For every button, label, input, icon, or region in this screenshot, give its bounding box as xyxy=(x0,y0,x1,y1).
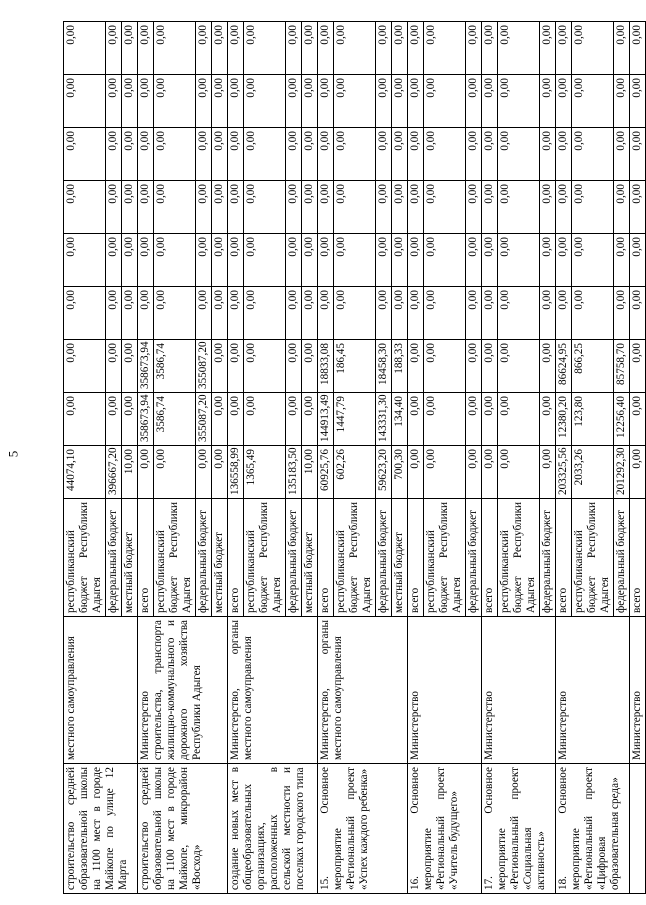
amount-cell: 0,00 xyxy=(540,75,556,128)
table-row xyxy=(482,22,498,894)
amount-cell: 0,00 xyxy=(614,234,630,287)
amount-cell: 0,00 xyxy=(228,181,244,234)
amount-cell: 0,00 xyxy=(212,181,228,234)
amount-cell: 0,00 xyxy=(334,234,376,287)
executor-cell: Министерство xyxy=(482,617,556,764)
amount-cell: 0,00 xyxy=(286,234,302,287)
amount-cell: 0,00 xyxy=(376,22,392,75)
amount-cell: 0,00 xyxy=(482,340,498,393)
amount-cell: 0,00 xyxy=(540,446,556,499)
funding-source-cell: федеральный бюджет xyxy=(376,499,392,617)
amount-cell: 0,00 xyxy=(334,181,376,234)
amount-cell: 123,80 xyxy=(572,393,614,446)
funding-source-cell: всего xyxy=(408,499,424,617)
table-row xyxy=(64,22,106,894)
amount-cell: 44074,10 xyxy=(64,446,106,499)
amount-cell: 0,00 xyxy=(122,22,138,75)
amount-cell: 0,00 xyxy=(466,393,482,446)
amount-cell: 0,00 xyxy=(244,75,286,128)
amount-cell: 0,00 xyxy=(556,234,572,287)
amount-cell: 0,00 xyxy=(244,234,286,287)
amount-cell: 0,00 xyxy=(556,287,572,340)
amount-cell: 0,00 xyxy=(122,75,138,128)
amount-cell: 0,00 xyxy=(376,234,392,287)
amount-cell: 3586,74 xyxy=(154,393,196,446)
amount-cell: 0,00 xyxy=(286,181,302,234)
amount-cell: 0,00 xyxy=(122,287,138,340)
amount-cell: 0,00 xyxy=(392,75,408,128)
amount-cell: 0,00 xyxy=(498,446,540,499)
amount-cell: 0,00 xyxy=(408,181,424,234)
amount-cell: 0,00 xyxy=(482,128,498,181)
amount-cell: 0,00 xyxy=(376,128,392,181)
measure-cell: строительство средней образовательной школы на 1100 мест в городе Майкопе по улице 12 Марта xyxy=(64,764,138,894)
amount-cell: 0,00 xyxy=(106,128,122,181)
amount-cell: 0,00 xyxy=(228,340,244,393)
amount-cell: 0,00 xyxy=(424,128,466,181)
amount-cell: 0,00 xyxy=(498,181,540,234)
amount-cell: 60925,76 xyxy=(318,446,334,499)
amount-cell: 0,00 xyxy=(228,128,244,181)
amount-cell: 0,00 xyxy=(630,393,646,446)
amount-cell: 0,00 xyxy=(318,287,334,340)
amount-cell: 0,00 xyxy=(244,287,286,340)
amount-cell: 0,00 xyxy=(392,181,408,234)
amount-cell: 0,00 xyxy=(614,287,630,340)
amount-cell: 0,00 xyxy=(614,75,630,128)
amount-cell: 0,00 xyxy=(614,128,630,181)
amount-cell: 0,00 xyxy=(572,128,614,181)
amount-cell: 0,00 xyxy=(286,128,302,181)
amount-cell: 85758,70 xyxy=(614,340,630,393)
amount-cell: 0,00 xyxy=(540,128,556,181)
amount-cell: 866,25 xyxy=(572,340,614,393)
amount-cell: 0,00 xyxy=(228,393,244,446)
amount-cell: 0,00 xyxy=(498,75,540,128)
amount-cell: 0,00 xyxy=(154,446,196,499)
funding-source-cell: федеральный бюджет xyxy=(540,499,556,617)
amount-cell: 0,00 xyxy=(196,234,212,287)
amount-cell: 0,00 xyxy=(302,234,318,287)
amount-cell: 0,00 xyxy=(540,287,556,340)
amount-cell: 0,00 xyxy=(630,75,646,128)
amount-cell: 0,00 xyxy=(498,393,540,446)
funding-source-cell: федеральный бюджет xyxy=(614,499,630,617)
amount-cell: 0,00 xyxy=(154,75,196,128)
amount-cell: 355087,20 xyxy=(196,340,212,393)
amount-cell: 0,00 xyxy=(424,234,466,287)
amount-cell: 0,00 xyxy=(106,340,122,393)
measure-cell: создание новых мест в общеобразовательных организациях, расположенных в сельской местности и поселках городского типа xyxy=(228,764,318,894)
amount-cell: 0,00 xyxy=(106,287,122,340)
amount-cell: 10,00 xyxy=(122,446,138,499)
amount-cell: 0,00 xyxy=(424,446,466,499)
funding-source-cell: республиканский бюджет Республики Адыгея xyxy=(334,499,376,617)
amount-cell: 59623,20 xyxy=(376,446,392,499)
amount-cell: 0,00 xyxy=(302,181,318,234)
amount-cell: 135183,50 xyxy=(286,446,302,499)
amount-cell: 0,00 xyxy=(154,287,196,340)
amount-cell: 203325,56 xyxy=(556,446,572,499)
funding-source-cell: республиканский бюджет Республики Адыгея xyxy=(64,499,106,617)
amount-cell: 0,00 xyxy=(196,22,212,75)
table-row xyxy=(318,22,334,894)
amount-cell: 0,00 xyxy=(138,22,154,75)
amount-cell: 0,00 xyxy=(286,393,302,446)
executor-cell: Министерство, органы местного самоуправления xyxy=(318,617,408,764)
funding-source-cell: всего xyxy=(318,499,334,617)
amount-cell: 0,00 xyxy=(286,340,302,393)
amount-cell: 0,00 xyxy=(392,234,408,287)
amount-cell: 0,00 xyxy=(196,75,212,128)
amount-cell: 0,00 xyxy=(302,22,318,75)
amount-cell: 0,00 xyxy=(556,75,572,128)
amount-cell: 0,00 xyxy=(630,234,646,287)
amount-cell: 0,00 xyxy=(376,75,392,128)
amount-cell: 0,00 xyxy=(392,128,408,181)
amount-cell: 0,00 xyxy=(408,393,424,446)
amount-cell: 0,00 xyxy=(122,181,138,234)
amount-cell: 0,00 xyxy=(408,22,424,75)
amount-cell: 186,45 xyxy=(334,340,376,393)
funding-source-cell: всего xyxy=(138,499,154,617)
amount-cell: 0,00 xyxy=(334,128,376,181)
amount-cell: 0,00 xyxy=(614,22,630,75)
funding-source-cell: федеральный бюджет xyxy=(196,499,212,617)
table-row xyxy=(138,22,154,894)
amount-cell: 0,00 xyxy=(122,234,138,287)
measure-cell xyxy=(630,764,646,894)
amount-cell: 1447,79 xyxy=(334,393,376,446)
amount-cell: 0,00 xyxy=(424,287,466,340)
amount-cell: 0,00 xyxy=(196,287,212,340)
amount-cell: 0,00 xyxy=(482,446,498,499)
amount-cell: 0,00 xyxy=(302,128,318,181)
amount-cell: 0,00 xyxy=(318,75,334,128)
amount-cell: 0,00 xyxy=(64,22,106,75)
amount-cell: 355087,20 xyxy=(196,393,212,446)
amount-cell: 0,00 xyxy=(334,22,376,75)
amount-cell: 3586,74 xyxy=(154,340,196,393)
amount-cell: 0,00 xyxy=(244,340,286,393)
funding-source-cell: местный бюджет xyxy=(212,499,228,617)
amount-cell: 0,00 xyxy=(424,393,466,446)
funding-source-cell: республиканский бюджет Республики Адыгея xyxy=(154,499,196,617)
amount-cell: 0,00 xyxy=(392,22,408,75)
amount-cell: 0,00 xyxy=(286,75,302,128)
amount-cell: 0,00 xyxy=(154,128,196,181)
table-row xyxy=(408,22,424,894)
amount-cell: 0,00 xyxy=(540,340,556,393)
table-row xyxy=(228,22,244,894)
amount-cell: 0,00 xyxy=(318,181,334,234)
rotated-table-wrapper xyxy=(63,24,643,894)
amount-cell: 396667,20 xyxy=(106,446,122,499)
measure-cell: 16. Основное мероприятие «Региональный проект «Учитель будущего» xyxy=(408,764,482,894)
executor-cell: местного самоуправления xyxy=(64,617,138,764)
amount-cell: 0,00 xyxy=(106,22,122,75)
amount-cell: 0,00 xyxy=(228,234,244,287)
executor-cell: Министерство xyxy=(556,617,630,764)
funding-source-cell: всего xyxy=(556,499,572,617)
amount-cell: 0,00 xyxy=(466,446,482,499)
amount-cell: 602,26 xyxy=(334,446,376,499)
funding-source-cell: республиканский бюджет Республики Адыгея xyxy=(424,499,466,617)
executor-cell: Министерство xyxy=(630,617,646,764)
amount-cell: 0,00 xyxy=(498,340,540,393)
amount-cell: 0,00 xyxy=(302,393,318,446)
amount-cell: 0,00 xyxy=(138,234,154,287)
amount-cell: 0,00 xyxy=(540,234,556,287)
amount-cell: 0,00 xyxy=(138,128,154,181)
amount-cell: 0,00 xyxy=(630,287,646,340)
funding-source-cell: местный бюджет xyxy=(392,499,408,617)
amount-cell: 0,00 xyxy=(498,287,540,340)
amount-cell: 134,40 xyxy=(392,393,408,446)
funding-source-cell: федеральный бюджет xyxy=(286,499,302,617)
amount-cell: 0,00 xyxy=(466,287,482,340)
amount-cell: 0,00 xyxy=(302,340,318,393)
executor-cell: Министерство строительства, транспорта жилищно-коммунального и дорожного хозяйства Республики Адыгея xyxy=(138,617,228,764)
amount-cell: 0,00 xyxy=(630,181,646,234)
amount-cell: 0,00 xyxy=(376,287,392,340)
amount-cell: 0,00 xyxy=(572,234,614,287)
amount-cell: 0,00 xyxy=(64,287,106,340)
amount-cell: 0,00 xyxy=(540,181,556,234)
amount-cell: 0,00 xyxy=(630,128,646,181)
amount-cell: 0,00 xyxy=(498,22,540,75)
amount-cell: 0,00 xyxy=(64,340,106,393)
amount-cell: 0,00 xyxy=(556,181,572,234)
budget-table xyxy=(63,21,646,894)
table-body xyxy=(64,22,646,894)
amount-cell: 0,00 xyxy=(466,234,482,287)
amount-cell: 0,00 xyxy=(244,181,286,234)
amount-cell: 0,00 xyxy=(138,446,154,499)
amount-cell: 86624,95 xyxy=(556,340,572,393)
amount-cell: 0,00 xyxy=(212,446,228,499)
page-number: 5 xyxy=(5,450,21,458)
amount-cell: 0,00 xyxy=(286,22,302,75)
amount-cell: 10,00 xyxy=(302,446,318,499)
amount-cell: 0,00 xyxy=(572,181,614,234)
amount-cell: 0,00 xyxy=(228,22,244,75)
amount-cell: 12256,40 xyxy=(614,393,630,446)
funding-source-cell: местный бюджет xyxy=(302,499,318,617)
amount-cell: 0,00 xyxy=(424,340,466,393)
executor-cell: Министерство, органы местного самоуправления xyxy=(228,617,318,764)
amount-cell: 0,00 xyxy=(196,446,212,499)
amount-cell: 0,00 xyxy=(482,181,498,234)
amount-cell: 0,00 xyxy=(466,340,482,393)
table-row xyxy=(630,22,646,894)
amount-cell: 0,00 xyxy=(482,22,498,75)
funding-source-cell: всего xyxy=(630,499,646,617)
amount-cell: 0,00 xyxy=(630,22,646,75)
funding-source-cell: местный бюджет xyxy=(122,499,138,617)
amount-cell: 0,00 xyxy=(106,181,122,234)
amount-cell: 0,00 xyxy=(64,393,106,446)
amount-cell: 0,00 xyxy=(408,75,424,128)
amount-cell: 0,00 xyxy=(572,22,614,75)
amount-cell: 0,00 xyxy=(212,22,228,75)
amount-cell: 0,00 xyxy=(334,287,376,340)
funding-source-cell: федеральный бюджет xyxy=(466,499,482,617)
amount-cell: 0,00 xyxy=(154,22,196,75)
amount-cell: 0,00 xyxy=(244,128,286,181)
amount-cell: 0,00 xyxy=(318,22,334,75)
amount-cell: 0,00 xyxy=(376,181,392,234)
amount-cell: 0,00 xyxy=(408,128,424,181)
amount-cell: 0,00 xyxy=(286,287,302,340)
amount-cell: 143331,30 xyxy=(376,393,392,446)
amount-cell: 0,00 xyxy=(466,181,482,234)
measure-cell: 17. Основное мероприятие «Региональный проект «Социальная активность» xyxy=(482,764,556,894)
amount-cell: 136558,99 xyxy=(228,446,244,499)
amount-cell: 0,00 xyxy=(106,393,122,446)
funding-source-cell: республиканский бюджет Республики Адыгея xyxy=(244,499,286,617)
measure-cell: 18. Основное мероприятие «Региональный проект «Цифровая образовательная среда» xyxy=(556,764,630,894)
amount-cell: 0,00 xyxy=(212,287,228,340)
funding-source-cell: всего xyxy=(482,499,498,617)
amount-cell: 0,00 xyxy=(466,128,482,181)
amount-cell: 0,00 xyxy=(556,22,572,75)
table-row xyxy=(556,22,572,894)
amount-cell: 0,00 xyxy=(64,75,106,128)
amount-cell: 0,00 xyxy=(482,287,498,340)
amount-cell: 144913,49 xyxy=(318,393,334,446)
amount-cell: 0,00 xyxy=(212,234,228,287)
amount-cell: 0,00 xyxy=(212,75,228,128)
amount-cell: 0,00 xyxy=(64,181,106,234)
amount-cell: 0,00 xyxy=(138,181,154,234)
amount-cell: 0,00 xyxy=(424,181,466,234)
amount-cell: 0,00 xyxy=(424,22,466,75)
amount-cell: 0,00 xyxy=(228,287,244,340)
amount-cell: 18833,08 xyxy=(318,340,334,393)
funding-source-cell: всего xyxy=(228,499,244,617)
amount-cell: 0,00 xyxy=(196,181,212,234)
amount-cell: 0,00 xyxy=(318,234,334,287)
amount-cell: 0,00 xyxy=(64,234,106,287)
funding-source-cell: республиканский бюджет Республики Адыгея xyxy=(498,499,540,617)
amount-cell: 0,00 xyxy=(138,287,154,340)
amount-cell: 0,00 xyxy=(424,75,466,128)
amount-cell: 0,00 xyxy=(122,128,138,181)
amount-cell: 0,00 xyxy=(572,75,614,128)
amount-cell: 0,00 xyxy=(154,234,196,287)
amount-cell: 0,00 xyxy=(392,287,408,340)
amount-cell: 0,00 xyxy=(154,181,196,234)
amount-cell: 0,00 xyxy=(408,234,424,287)
amount-cell: 0,00 xyxy=(302,287,318,340)
amount-cell: 0,00 xyxy=(228,75,244,128)
amount-cell: 0,00 xyxy=(630,446,646,499)
amount-cell: 0,00 xyxy=(212,393,228,446)
measure-cell: строительство средней образовательной школы на 1100 мест в городе Майкопе, микрорайон «Восход» xyxy=(138,764,228,894)
funding-source-cell: федеральный бюджет xyxy=(106,499,122,617)
measure-cell: 15. Основное мероприятие «Региональный проект «Успех каждого ребенка» xyxy=(318,764,408,894)
amount-cell: 0,00 xyxy=(466,75,482,128)
amount-cell: 0,00 xyxy=(572,287,614,340)
amount-cell: 0,00 xyxy=(408,340,424,393)
amount-cell: 0,00 xyxy=(244,22,286,75)
amount-cell: 0,00 xyxy=(138,75,154,128)
amount-cell: 12380,20 xyxy=(556,393,572,446)
amount-cell: 0,00 xyxy=(556,128,572,181)
amount-cell: 700,30 xyxy=(392,446,408,499)
amount-cell: 0,00 xyxy=(196,128,212,181)
amount-cell: 0,00 xyxy=(318,128,334,181)
amount-cell: 0,00 xyxy=(408,287,424,340)
amount-cell: 0,00 xyxy=(106,75,122,128)
amount-cell: 0,00 xyxy=(244,393,286,446)
amount-cell: 0,00 xyxy=(482,75,498,128)
amount-cell: 0,00 xyxy=(106,234,122,287)
amount-cell: 0,00 xyxy=(482,234,498,287)
amount-cell: 0,00 xyxy=(122,340,138,393)
amount-cell: 0,00 xyxy=(540,393,556,446)
amount-cell: 1365,49 xyxy=(244,446,286,499)
amount-cell: 0,00 xyxy=(408,446,424,499)
amount-cell: 0,00 xyxy=(302,75,318,128)
amount-cell: 18458,30 xyxy=(376,340,392,393)
amount-cell: 0,00 xyxy=(466,22,482,75)
amount-cell: 0,00 xyxy=(334,75,376,128)
amount-cell: 358673,94 xyxy=(138,393,154,446)
amount-cell: 0,00 xyxy=(64,128,106,181)
funding-source-cell: республиканский бюджет Республики Адыгея xyxy=(572,499,614,617)
amount-cell: 0,00 xyxy=(540,22,556,75)
amount-cell: 358673,94 xyxy=(138,340,154,393)
amount-cell: 0,00 xyxy=(212,340,228,393)
amount-cell: 0,00 xyxy=(482,393,498,446)
amount-cell: 0,00 xyxy=(630,340,646,393)
amount-cell: 0,00 xyxy=(498,128,540,181)
amount-cell: 188,33 xyxy=(392,340,408,393)
amount-cell: 201292,30 xyxy=(614,446,630,499)
amount-cell: 0,00 xyxy=(212,128,228,181)
executor-cell: Министерство xyxy=(408,617,482,764)
amount-cell: 0,00 xyxy=(614,181,630,234)
amount-cell: 2033,26 xyxy=(572,446,614,499)
amount-cell: 0,00 xyxy=(122,393,138,446)
amount-cell: 0,00 xyxy=(498,234,540,287)
